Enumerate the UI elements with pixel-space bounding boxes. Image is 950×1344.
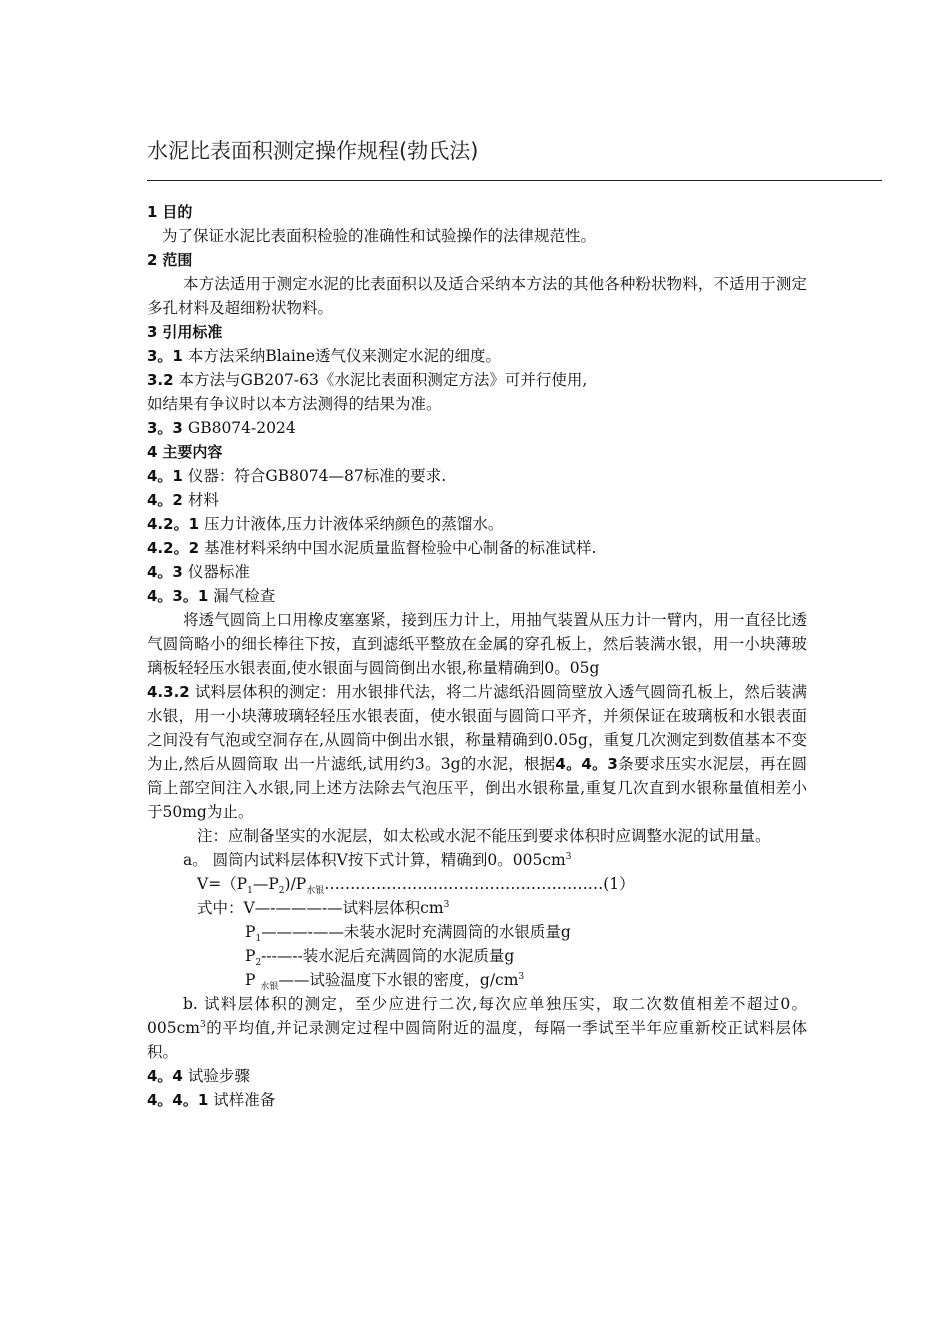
title-divider (147, 180, 882, 181)
item-3-1: 3。1 本方法采纳Blaine透气仪来测定水泥的细度。 (147, 347, 502, 365)
item-3-2: 3.2 本方法与GB207-63《水泥比表面积测定方法》可并行使用, (147, 371, 588, 389)
section-2-heading: 2 范围 (147, 251, 193, 269)
item-4-2-2: 4.2。2 基准材料采纳中国水泥质量监督检验中心制备的标准试样. (147, 539, 597, 557)
where-p-mercury: P $_{水银}$——试验温度下水银的密度，$g/cm^3$ (245, 971, 525, 993)
leak-check-paragraph: 将透气圆筒上口用橡皮塞塞紧，接到压力计上，用抽气装置从压力计一臂内，用一直径比透气圆筒略小的细长棒往下按，直到滤纸平整放在金属的穿孔板上，然后装满水银，用一小块薄玻璃板轻轻压水银表面,使水银面与圆筒倒出水银,称量精确到0。05g (147, 611, 807, 677)
formula: $V=(P_1—P_2)/P_{水银}\dots\dots\dots\dots\dots\dots\dots\dots\dots\dots\dots\dots\dots\dots\dots\dots\dots\dots(1)$ (197, 875, 635, 897)
item-3-2-cont: 如结果有争议时以本方法测得的结果为准。 (147, 395, 442, 413)
where-p2: $P_2---—--$装水泥后充满圆筒的水泥质量g (245, 947, 515, 969)
section-1-text: 为了保证水泥比表面积检验的准确性和试验操作的法律规范性。 (162, 227, 597, 245)
section-2-text: 本方法适用于测定水泥的比表面积以及适合采纳本方法的其他各种粉状物料，不适用于测定多孔材料及超细粉状物料。 (147, 275, 807, 317)
item-4-1: 4。1 仪器：符合GB8074—87标准的要求. (147, 467, 447, 485)
item-3-3: 3。3 GB8074-2024 (147, 419, 296, 437)
item-4-2: 4。2 材料 (147, 491, 219, 509)
document-body (147, 200, 807, 1112)
section-1-heading: 1 目的 (147, 203, 193, 221)
where-v: 式中：V—-———-—试料层体积$cm^3$ (197, 899, 450, 917)
where-p1: $P_1———-——$未装水泥时充满圆筒的水银质量g (245, 923, 571, 945)
item-4-3-1: 4。3。1 漏气检查 (147, 587, 276, 605)
section-4-heading: 4 主要内容 (147, 443, 223, 461)
item-4-3-2: 4.3.2 试料层体积的测定：用水银排代法，将二片滤纸沿圆筒壁放入透气圆筒孔板上，然后装满水银，用一小块薄玻璃轻轻压水银表面，使水银面与圆筒口平齐，并须保证在玻璃板和水银表面之间没有气泡或空洞存在,从圆筒中倒出水银，称量精确到0.05g，重复几次测定到数值基本不变为止,然后从圆筒取 出一片滤纸,试用约3。3g的水泥，根据4。4。3条要求压实水泥层，再在圆筒上部空间注入水银,同上述方法除去气泡压平，倒出水银称量,重复几次直到水银称量值相差小于50mg为止。 (147, 683, 807, 821)
item-a: a。 圆筒内试料层体积V按下式计算，精确到0。$005cm^3$ (183, 851, 572, 869)
item-4-3: 4。3 仪器标准 (147, 563, 250, 581)
document-title: 水泥比表面积测定操作规程(勃氏法) (147, 139, 479, 163)
item-4-4-1: 4。4。1 试样准备 (147, 1091, 276, 1109)
item-b: b. 试料层体积的测定，至少应进行二次,每次应单独压实，取二次数值相差不超过0。$005cm^3$的平均值,并记录测定过程中圆筒附近的温度，每隔一季试至半年应重新校正试料层体积。 (147, 995, 807, 1061)
section-3-heading: 3 引用标准 (147, 323, 223, 341)
item-4-2-1: 4.2。1 压力计液体,压力计液体采纳颜色的蒸馏水。 (147, 515, 504, 533)
item-4-4: 4。4 试验步骤 (147, 1067, 250, 1085)
note-paragraph: 注：应制备坚实的水泥层，如太松或水泥不能压到要求体积时应调整水泥的试用量。 (197, 827, 771, 845)
